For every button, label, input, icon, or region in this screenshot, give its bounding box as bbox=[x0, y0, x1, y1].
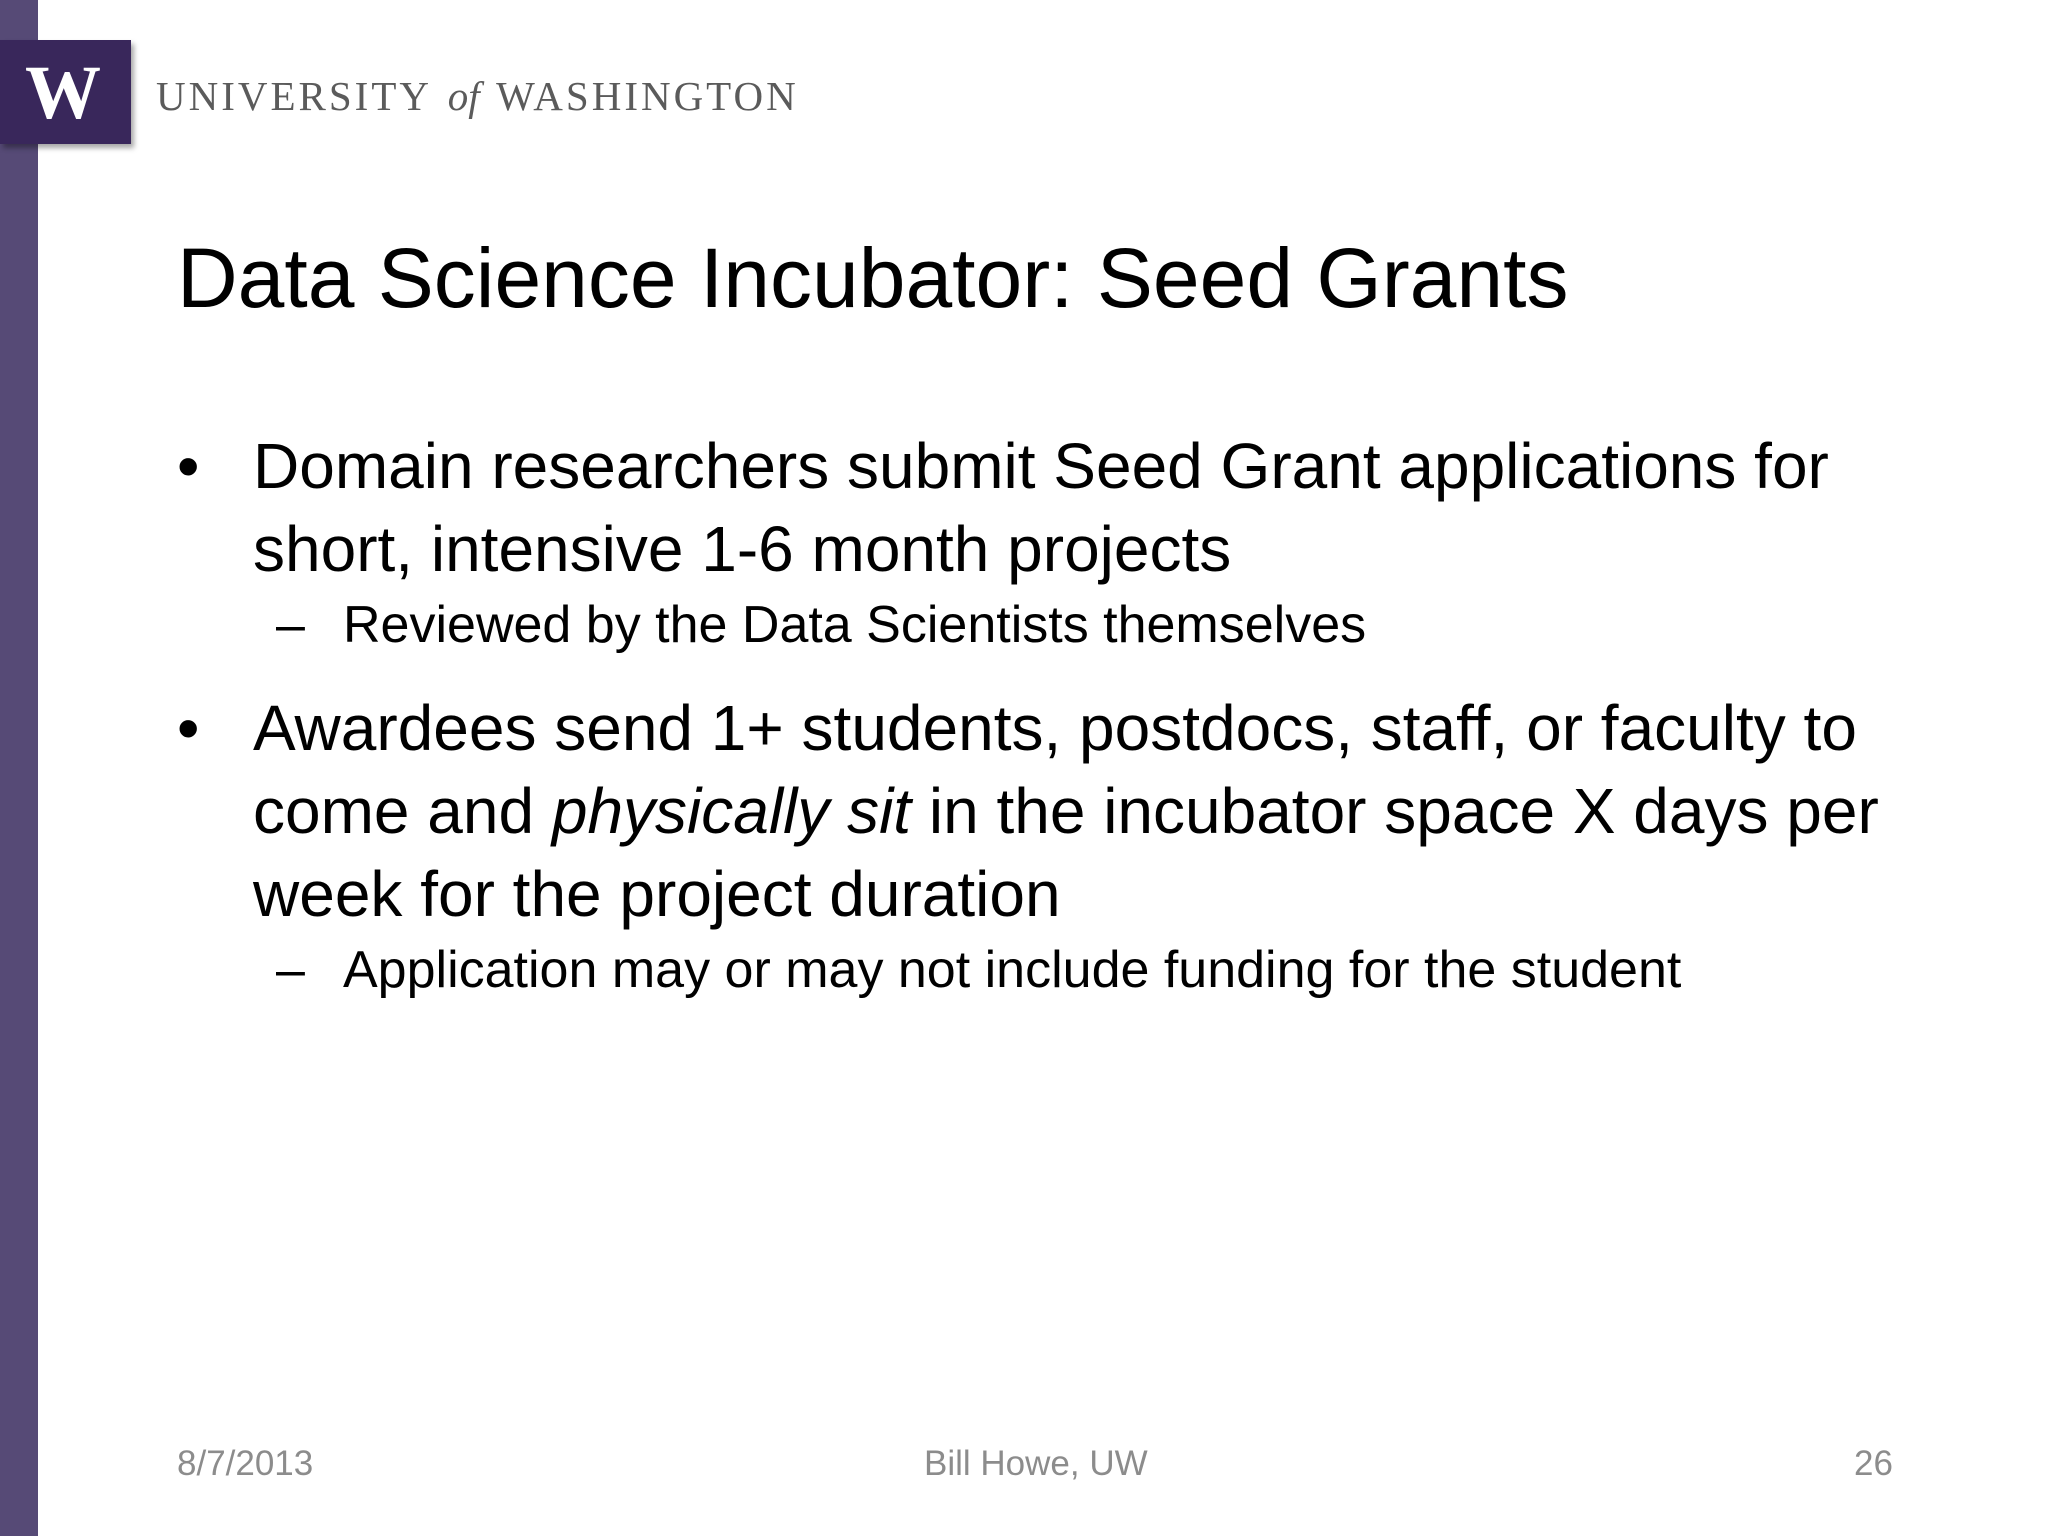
sub-bullet-item bbox=[177, 593, 1937, 657]
university-wordmark bbox=[156, 72, 799, 120]
bullet-text-part: in the incubator space X days per week for the project duration bbox=[253, 775, 1879, 930]
bullet-marker: • bbox=[177, 692, 200, 764]
sub-bullet-marker: – bbox=[276, 596, 305, 654]
slide-title: Data Science Incubator: Seed Grants bbox=[177, 231, 1569, 325]
bullet-text-part: Awardees send 1+ students, postdocs, staff, or faculty to come and bbox=[253, 692, 1857, 847]
sub-bullet-text: Reviewed by the Data Scientists themselves bbox=[343, 596, 1367, 654]
bullet-marker: • bbox=[177, 430, 200, 502]
bullet-list bbox=[177, 425, 1937, 1002]
sub-bullet-text: Application may or may not include funding for the student bbox=[343, 941, 1682, 999]
wordmark-of: of bbox=[447, 73, 480, 119]
bullet-item bbox=[177, 425, 1937, 591]
uw-w-icon bbox=[0, 40, 131, 144]
footer-page-number: 26 bbox=[1854, 1444, 1893, 1483]
wordmark-university: UNIVERSITY bbox=[156, 73, 431, 119]
left-accent-bar bbox=[0, 0, 38, 1536]
logo-letter: W bbox=[25, 51, 101, 135]
footer-author: Bill Howe, UW bbox=[924, 1444, 1148, 1483]
wordmark-washington: WASHINGTON bbox=[496, 73, 799, 119]
bullet-text-emphasis: physically sit bbox=[551, 775, 912, 847]
footer-date: 8/7/2013 bbox=[177, 1444, 314, 1483]
sub-bullet-marker: – bbox=[276, 941, 305, 999]
bullet-text bbox=[253, 692, 1879, 930]
bullet-item bbox=[177, 687, 1937, 936]
sub-bullet-item bbox=[177, 938, 1937, 1002]
uw-logo bbox=[0, 40, 131, 144]
bullet-text: Domain researchers submit Seed Grant applications for short, intensive 1-6 month projects bbox=[253, 430, 1829, 585]
